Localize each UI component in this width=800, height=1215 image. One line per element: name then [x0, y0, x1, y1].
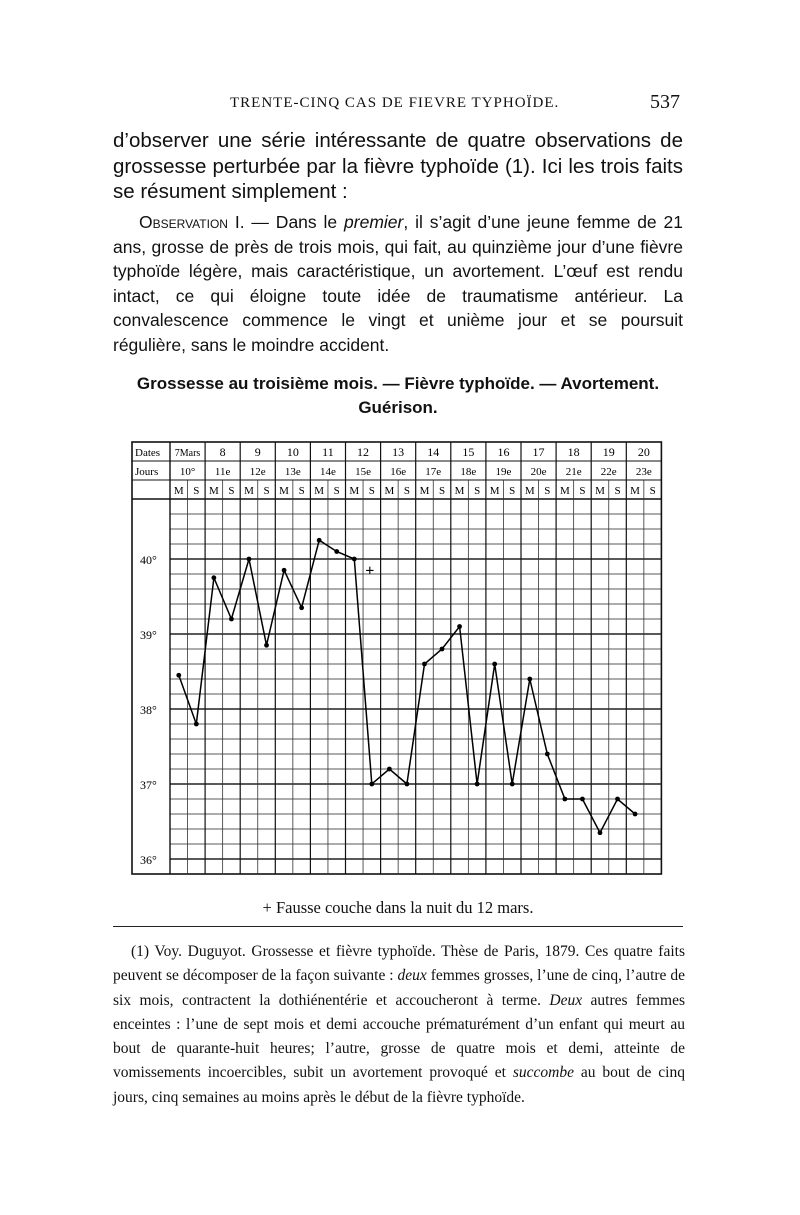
observation-text-1: — Dans le: [244, 212, 345, 232]
temperature-point: [422, 662, 427, 667]
half-day-label: M: [314, 485, 325, 497]
miscarriage-marker: +: [365, 562, 375, 580]
half-day-label: S: [263, 485, 270, 497]
observation-text-2: , il s’agit d’une jeune femme de 21 ans, grosse de près de trois mois, qui fait, au quinzième jour d’une fièvre typhoïde légère, mais caractéristique, un avortement. L’œuf est rendu intact, ce qui éloigne toute idée de traumatisme antérieur. La convalescence commence le vingt et unième jour et se poursuit régulière, sans le moindre accident.: [113, 212, 683, 355]
chart-title: [113, 372, 683, 420]
temperature-point: [598, 830, 603, 835]
date-label: 13: [392, 445, 405, 459]
dates-row-label: Dates: [135, 447, 161, 459]
footnote-rule: [113, 926, 683, 927]
temperature-point: [194, 722, 199, 727]
half-day-label: S: [509, 485, 516, 497]
half-day-label: M: [384, 485, 395, 497]
temperature-point: [352, 557, 357, 562]
half-day-label: M: [208, 485, 219, 497]
half-day-label: S: [228, 485, 235, 497]
date-label: 14: [427, 445, 440, 459]
half-day-label: S: [614, 485, 621, 497]
jour-label: 17e: [425, 466, 442, 478]
date-label: 8: [219, 445, 226, 459]
half-day-label: M: [349, 485, 360, 497]
jour-label: 21e: [565, 466, 582, 478]
half-day-label: S: [298, 485, 305, 497]
jour-label: 19e: [495, 466, 512, 478]
jour-label: 14e: [320, 466, 336, 478]
temperature-point: [387, 767, 392, 772]
temperature-point: [545, 752, 550, 757]
date-label: 17: [532, 445, 545, 459]
y-tick-label: 40°: [140, 553, 157, 567]
half-day-label: M: [173, 485, 184, 497]
temperature-point: [615, 797, 620, 802]
half-day-label: S: [368, 485, 375, 497]
temperature-point: [334, 549, 339, 554]
date-label: 15: [462, 445, 475, 459]
observation-label: Observation I.: [139, 212, 245, 232]
temperature-point: [317, 538, 322, 543]
half-day-label: S: [649, 485, 656, 497]
half-day-label: M: [244, 485, 254, 497]
temperature-point: [369, 782, 374, 787]
chart-title-line-2: Guérison.: [358, 398, 438, 417]
half-day-label: M: [419, 485, 430, 497]
temperature-point: [264, 643, 269, 648]
temperature-point: [229, 617, 234, 622]
temperature-point: [562, 797, 567, 802]
temperature-point: [457, 624, 462, 629]
running-title: TRENTE-CINQ CAS DE FIEVRE TYPHOÏDE.: [230, 95, 560, 111]
half-day-label: M: [524, 485, 535, 497]
temperature-point: [299, 605, 304, 610]
y-tick-label: 36°: [140, 853, 157, 867]
temperature-point: [282, 568, 287, 573]
intro-paragraph: d’observer une série intéressante de quatre observations de grossesse perturbée par la fièvre typhoïde (1). Ici les trois faits se résument simplement :: [113, 129, 683, 203]
chart-note: + Fausse couche dans la nuit du 12 mars.: [262, 898, 534, 917]
jours-row-label: Jours: [135, 466, 159, 478]
temperature-chart: [128, 438, 668, 878]
date-label: 20: [637, 445, 650, 459]
temperature-point: [580, 797, 585, 802]
observation-paragraph: [113, 210, 683, 357]
temperature-point: [247, 557, 252, 562]
date-label: 16: [497, 445, 510, 459]
jour-label: 15e: [355, 466, 371, 478]
footnote-part-3: autres femmes enceintes : l’une de sept mois et demi accouche prématurément d’un enfant qui meurt au bout de quarante-huit heures; l’autre, grosse de quatre mois et demi, atteinte de vomissements incoercibles, subit un avortement provoqué et: [113, 991, 686, 1082]
date-label: 7Mars: [174, 448, 201, 459]
temperature-point: [405, 782, 410, 787]
jour-label: 16e: [390, 466, 407, 478]
chart-title-line-1: Grossesse au troisième mois. — Fièvre typhoïde. — Avortement.: [136, 374, 660, 393]
half-day-label: M: [279, 485, 289, 497]
jour-label: 12e: [249, 466, 266, 478]
half-day-label: S: [544, 485, 551, 497]
date-label: 18: [567, 445, 580, 459]
footnote: [113, 940, 685, 1110]
date-label: 19: [602, 445, 615, 459]
jour-label: 23e: [635, 466, 652, 478]
footnote-emphasis-1: deux: [397, 967, 427, 985]
date-label: 12: [357, 445, 370, 459]
jour-label: 11e: [214, 466, 231, 478]
y-tick-label: 37°: [140, 778, 157, 792]
jour-label: 18e: [460, 466, 477, 478]
y-tick-label: 38°: [140, 703, 157, 717]
page-number: 537: [650, 91, 680, 113]
footnote-emphasis-2: Deux: [549, 991, 583, 1009]
running-head: [230, 91, 680, 113]
temperature-point: [475, 782, 480, 787]
date-label: 10: [286, 445, 299, 459]
temperature-point: [633, 812, 638, 817]
jour-label: 10°: [179, 466, 196, 478]
half-day-label: M: [630, 485, 640, 497]
half-day-label: M: [489, 485, 500, 497]
half-day-label: S: [579, 485, 586, 497]
jour-label: 20e: [530, 466, 547, 478]
temperature-point: [510, 782, 515, 787]
half-day-label: M: [559, 485, 570, 497]
temperature-point: [492, 662, 497, 667]
date-label: 11: [322, 445, 334, 459]
temperature-point: [176, 673, 181, 678]
footnote-part-4: au bout de cinq jours, cinq semaines au moins après le début de la fièvre typhoïde.: [113, 1064, 685, 1106]
jour-label: 13e: [284, 466, 301, 478]
temperature-line: [179, 540, 635, 833]
temperature-point: [440, 647, 445, 652]
half-day-label: S: [474, 485, 481, 497]
y-tick-label: 39°: [140, 628, 157, 642]
half-day-label: M: [595, 485, 605, 497]
half-day-label: S: [193, 485, 200, 497]
footnote-part-2: femmes grosses, l’une de cinq, l’autre de six mois, contractent la dothiénentérie et accoucheront à terme.: [113, 967, 685, 1009]
footnote-emphasis-3: succombe: [512, 1064, 574, 1082]
observation-emphasis: premier: [344, 212, 404, 232]
half-day-label: S: [333, 485, 340, 497]
footnote-part-1: (1) Voy. Duguyot. Grossesse et fièvre typhoïde. Thèse de Paris, 1879. Ces quatre faits peuvent se décomposer de la façon suivante :: [113, 943, 685, 985]
jour-label: 22e: [600, 466, 617, 478]
temperature-point: [527, 677, 532, 682]
temperature-point: [211, 575, 216, 580]
half-day-label: M: [454, 485, 465, 497]
half-day-label: S: [438, 485, 446, 497]
chart-frame: [132, 442, 661, 874]
half-day-label: S: [403, 485, 410, 497]
date-label: 9: [254, 445, 261, 459]
